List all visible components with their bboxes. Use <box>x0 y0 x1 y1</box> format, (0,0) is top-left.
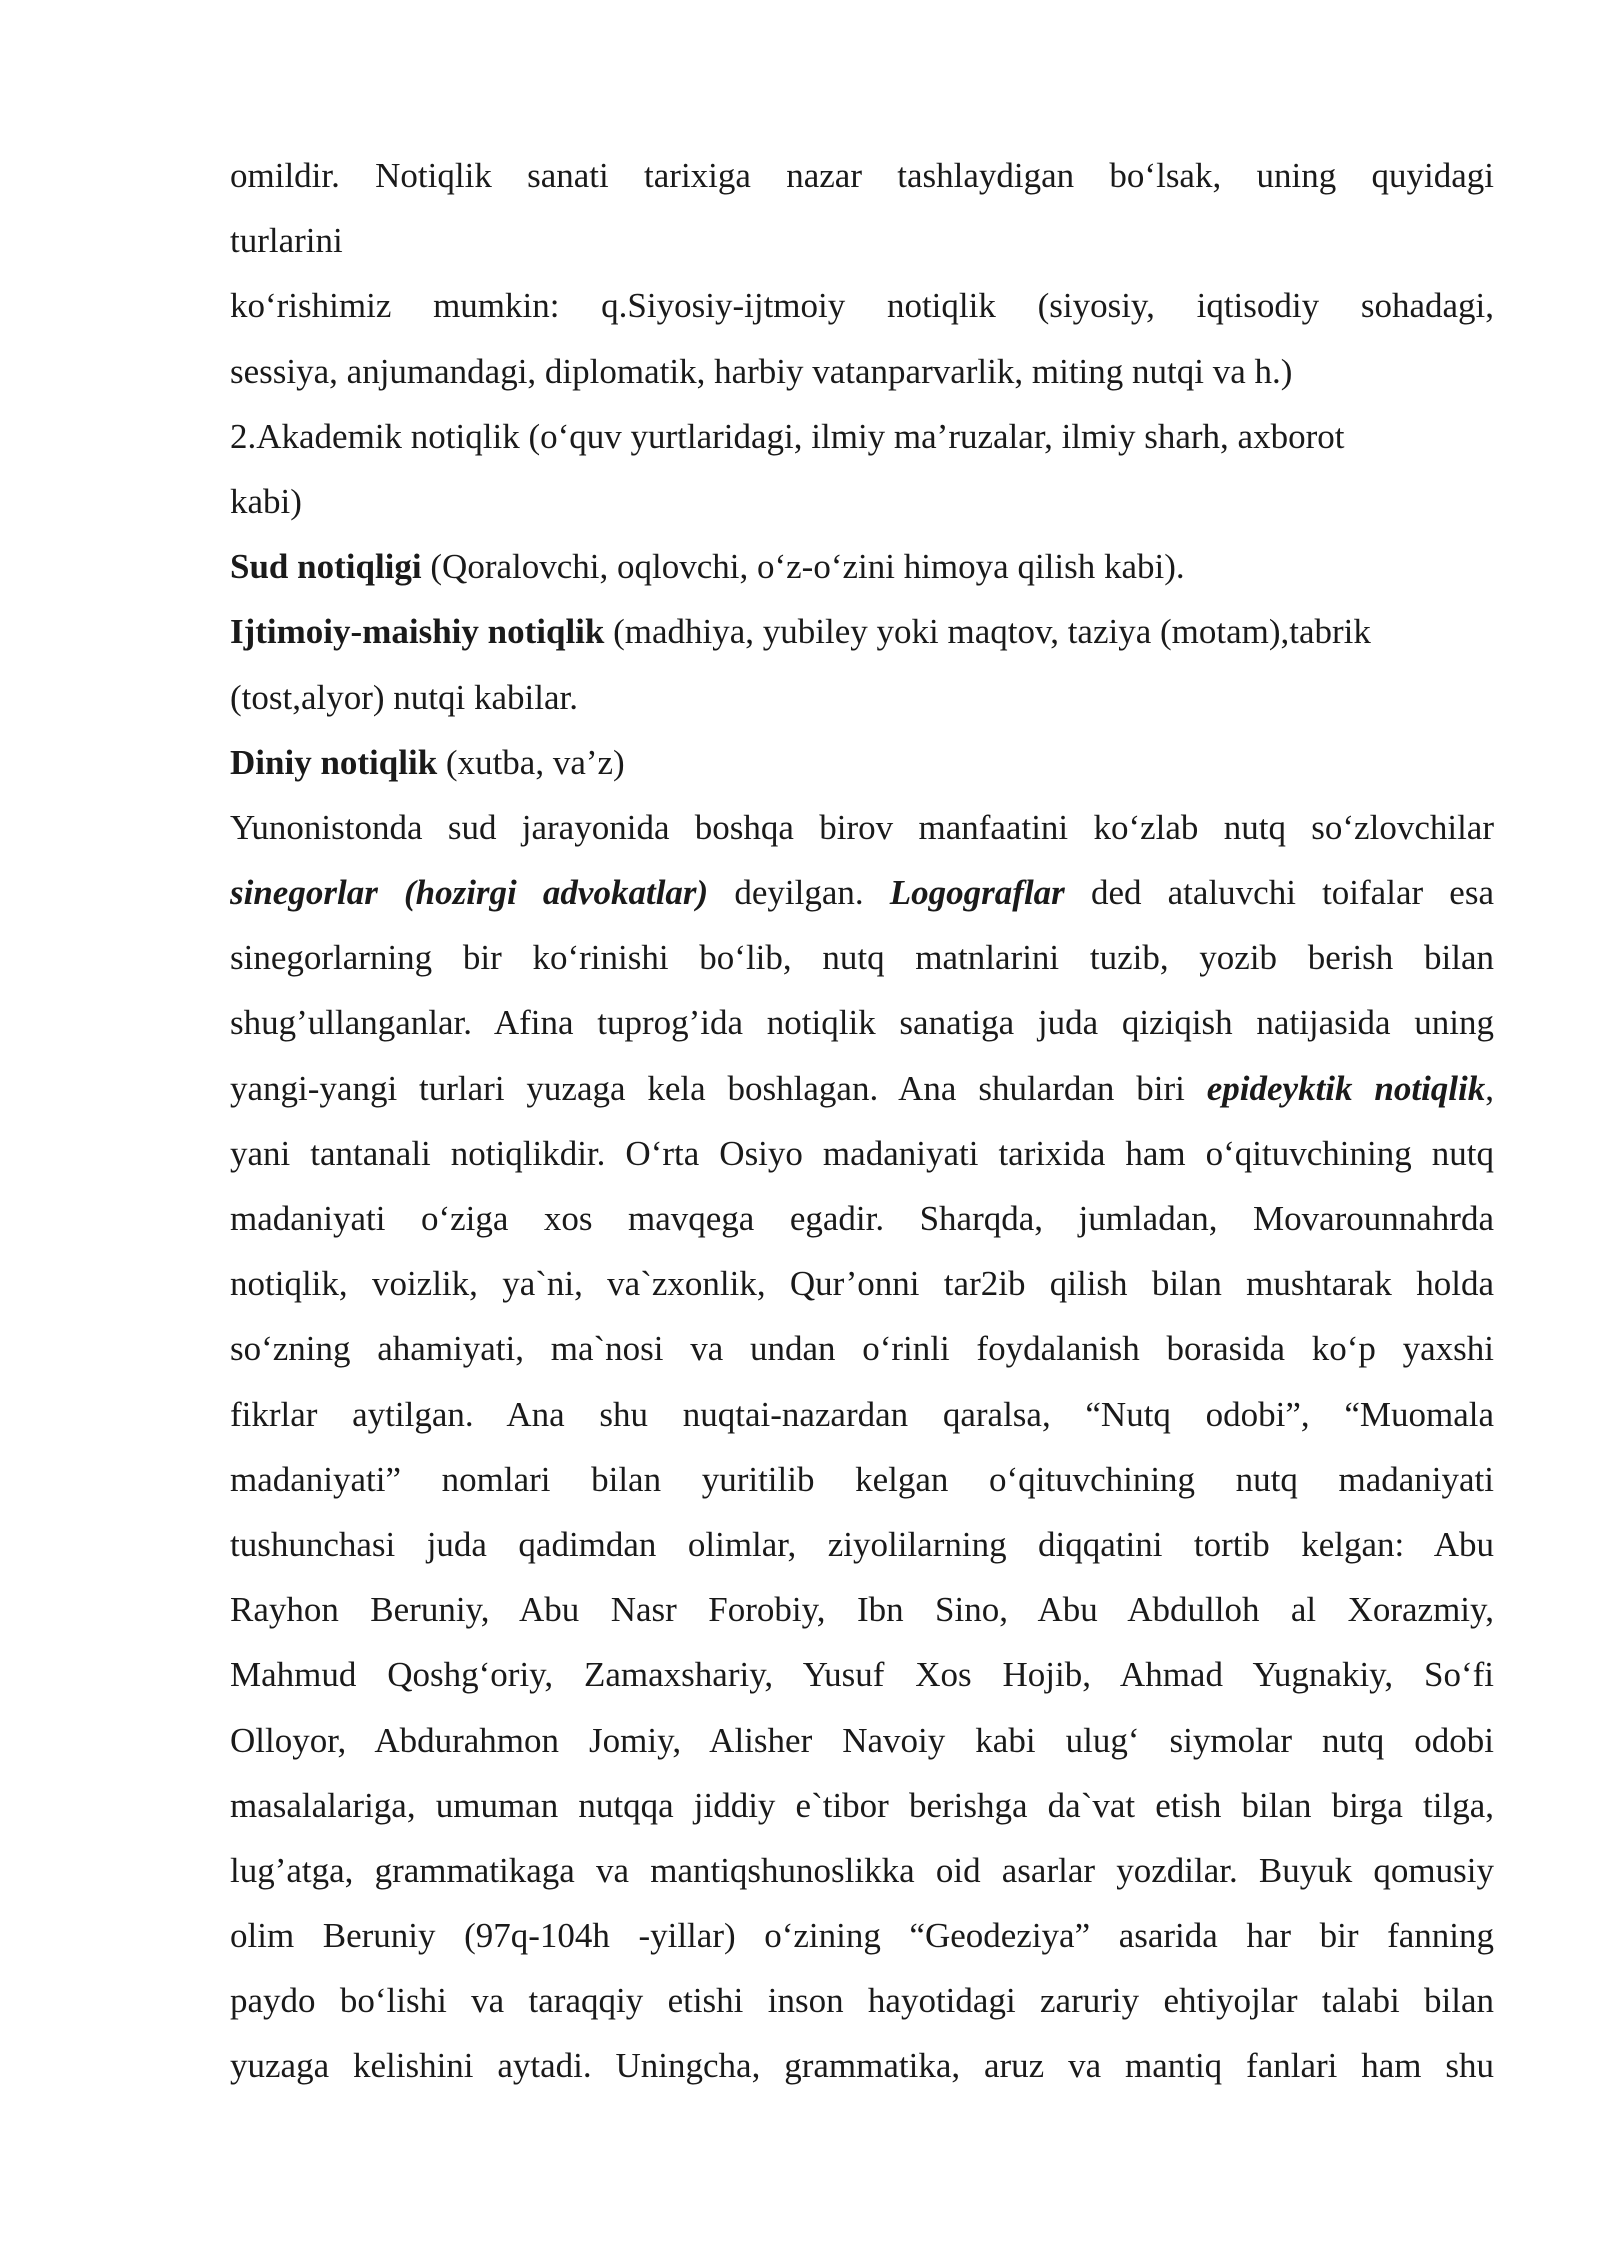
text-line <box>230 730 1494 795</box>
text-line <box>230 1056 1494 1121</box>
text-run: (xutba, va’z) <box>437 742 625 782</box>
text-run: yani tantanali notiqlikdir. O‘rta Osiyo madaniyati tarixida ham o‘qituvchining nutq <box>230 1133 1494 1173</box>
text-line <box>230 795 1494 860</box>
bold-term: Sud notiqligi <box>230 547 422 587</box>
text-line <box>230 1121 1494 1186</box>
text-line <box>230 1512 1494 1577</box>
text-run: Rayhon Beruniy, Abu Nasr Forobiy, Ibn Sino, Abu Abdulloh al Xorazmiy, <box>230 1590 1494 1630</box>
text-line <box>230 1382 1494 1447</box>
text-line <box>230 1642 1494 1707</box>
text-run: deyilgan. <box>708 873 890 913</box>
text-run: paydo bo‘lishi va taraqqiy etishi inson hayotidagi zaruriy ehtiyojlar talabi bilan <box>230 1981 1494 2021</box>
bold-italic-term: epideyktik notiqlik <box>1206 1068 1486 1108</box>
text-run: lug’atga, grammatikaga va mantiqshunoslikka oid asarlar yozdilar. Buyuk qomusiy <box>230 1850 1494 1890</box>
text-line <box>230 1447 1494 1512</box>
text-run: (tost,alyor) nutqi kabilar. <box>230 677 578 717</box>
text-line <box>230 1186 1494 1251</box>
text-run: so‘zning ahamiyati, ma`nosi va undan o‘rinli foydalanish borasida ko‘p yaxshi <box>230 1329 1494 1369</box>
text-run: omildir. Notiqlik sanati tarixiga nazar tashlaydigan bo‘lsak, uning quyidagi <box>230 156 1494 195</box>
text-line <box>230 2033 1494 2098</box>
bold-term: Diniy notiqlik <box>230 742 438 782</box>
text-line <box>230 1903 1494 1968</box>
text-line <box>230 1838 1494 1903</box>
text-line <box>230 1251 1494 1316</box>
text-run: 2.Akademik notiqlik (o‘quv yurtlaridagi, ilmiy ma’ruzalar, ilmiy sharh, axborot <box>230 416 1345 456</box>
bold-term: Ijtimoiy-maishiy notiqlik <box>230 612 605 652</box>
text-run: (Qoralovchi, oqlovchi, o‘z-o‘zini himoya qilish kabi). <box>421 547 1185 587</box>
text-line <box>230 1968 1494 2033</box>
text-run: ko‘rishimiz mumkin: q.Siyosiy-ijtmoiy notiqlik (siyosiy, iqtisodiy sohadagi, <box>230 286 1494 326</box>
text-line <box>230 1316 1494 1381</box>
text-run: shug’ullanganlar. Afina tuprog’ida notiqlik sanatiga juda qiziqish natijasida uning <box>230 1003 1494 1043</box>
document-body-text <box>230 143 1494 2099</box>
text-line <box>230 339 1494 404</box>
text-run: Yunonistonda sud jarayonida boshqa birov manfaatini ko‘zlab nutq so‘zlovchilar <box>230 807 1494 847</box>
text-run: tushunchasi juda qadimdan olimlar, ziyolilarning diqqatini tortib kelgan: Abu <box>230 1524 1494 1564</box>
text-line <box>230 599 1494 664</box>
text-line <box>230 273 1494 338</box>
text-line <box>230 925 1494 990</box>
text-run: kabi) <box>230 481 302 521</box>
text-run: notiqlik, voizlik, ya`ni, va`zxonlik, Qur’onni tar2ib qilish bilan mushtarak holda <box>230 1264 1494 1304</box>
text-run: sessiya, anjumandagi, diplomatik, harbiy vatanparvarlik, miting nutqi va h.) <box>230 351 1293 391</box>
text-line <box>230 208 1494 273</box>
text-line <box>230 469 1494 534</box>
text-run: sinegorlarning bir ko‘rinishi bo‘lib, nutq matnlarini tuzib, yozib berish bilan <box>230 938 1494 978</box>
text-run: olim Beruniy (97q-104h -yillar) o‘zining “Geodeziya” asarida har bir fanning <box>230 1916 1494 1956</box>
bold-italic-term: sinegorlar (hozirgi advokatlar) <box>230 873 709 913</box>
text-run: masalalariga, umuman nutqqa jiddiy e`tibor berishga da`vat etish bilan birga tilga, <box>230 1785 1494 1825</box>
text-run: Mahmud Qoshg‘oriy, Zamaxshariy, Yusuf Xos Hojib, Ahmad Yugnakiy, So‘fi <box>230 1655 1494 1695</box>
bold-italic-term: Logograflar <box>889 873 1065 913</box>
text-line <box>230 1708 1494 1773</box>
text-line <box>230 1577 1494 1642</box>
text-line <box>230 990 1494 1055</box>
text-run: madaniyati” nomlari bilan yuritilib kelgan o‘qituvchining nutq madaniyati <box>230 1459 1494 1499</box>
text-run: yuzaga kelishini aytadi. Uningcha, grammatika, aruz va mantiq fanlari ham shu <box>230 2046 1494 2086</box>
text-run: ded ataluvchi toifalar esa <box>1064 873 1494 913</box>
text-line <box>230 665 1494 730</box>
text-line <box>230 1773 1494 1838</box>
text-line <box>230 534 1494 599</box>
text-run: Olloyor, Abdurahmon Jomiy, Alisher Navoiy kabi ulug‘ siymolar nutq odobi <box>230 1720 1494 1760</box>
text-run: turlarini <box>230 221 343 261</box>
text-run: (madhiya, yubiley yoki maqtov, taziya (motam),tabrik <box>604 612 1371 652</box>
text-run: madaniyati o‘ziga xos mavqega egadir. Sharqda, jumladan, Movarounnahrda <box>230 1199 1494 1238</box>
text-line <box>230 860 1494 925</box>
text-line <box>230 404 1494 469</box>
text-run: yangi-yangi turlari yuzaga kela boshlagan. Ana shulardan biri <box>230 1068 1207 1108</box>
text-run: fikrlar aytilgan. Ana shu nuqtai-nazardan qaralsa, “Nutq odobi”, “Muomala <box>230 1394 1494 1434</box>
text-line <box>230 143 1494 208</box>
text-run: , <box>1485 1068 1494 1108</box>
